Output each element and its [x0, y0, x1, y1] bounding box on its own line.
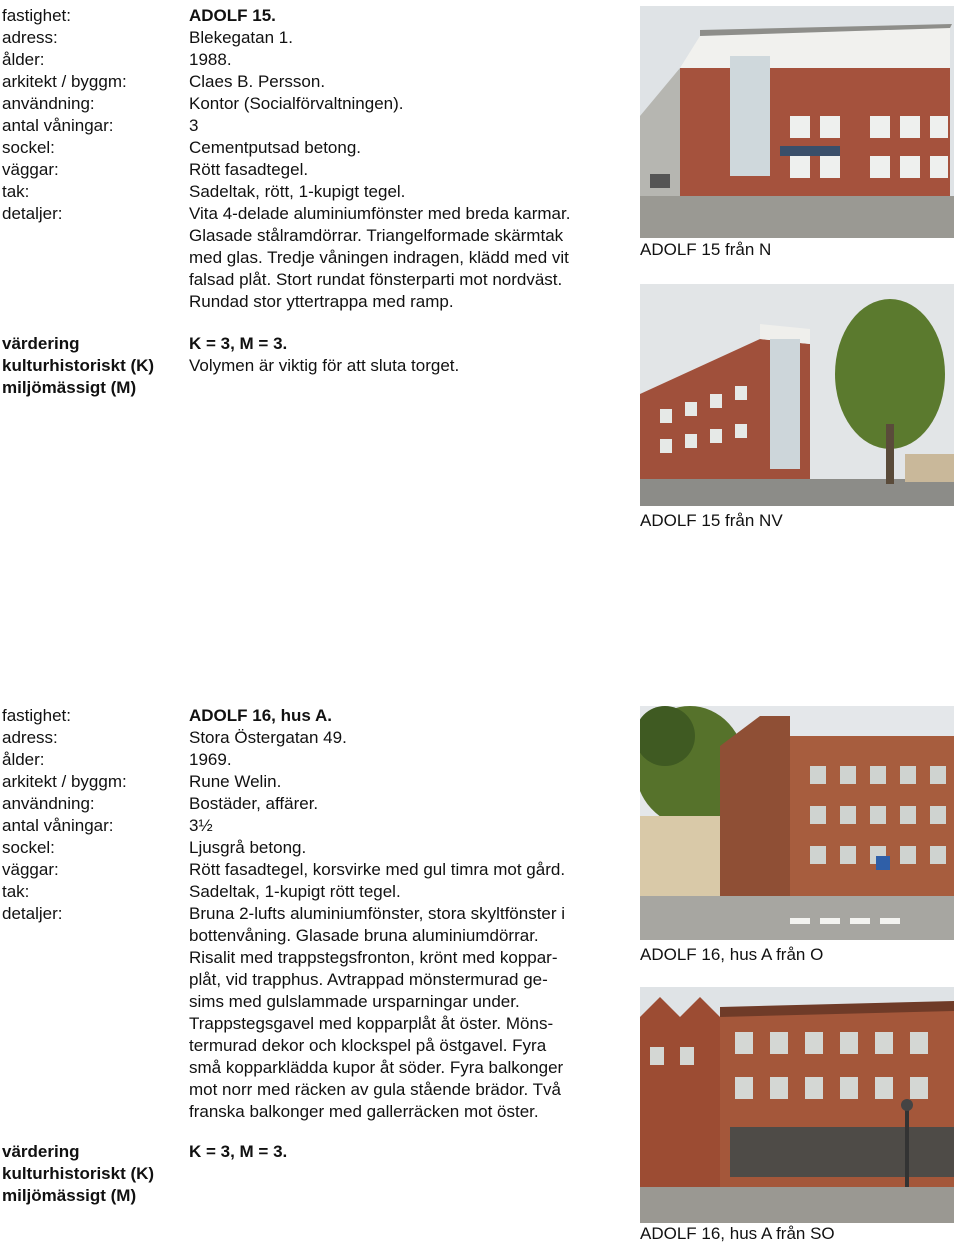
field-label-antal-vaningar: antal våningar:	[2, 816, 114, 835]
valuation-k-label: kulturhistoriskt (K)	[2, 356, 155, 375]
building-photo	[640, 6, 954, 238]
valuation-m-label: miljömässigt (M)	[2, 1186, 137, 1205]
field-value-vaggar: Rött fasadtegel.	[189, 160, 309, 179]
field-label-vaggar: väggar:	[2, 860, 59, 879]
field-value-antal-vaningar: 3	[189, 116, 199, 135]
field-label-fastighet: fastighet:	[2, 706, 71, 725]
details-line: Trappstegsgavel med kopparplåt åt öster. Möns-	[189, 1014, 554, 1033]
field-value-tak: Sadeltak, 1-kupigt rött tegel.	[189, 882, 401, 901]
field-value-sockel: Ljusgrå betong.	[189, 838, 307, 857]
field-label-adress: adress:	[2, 728, 58, 747]
field-label-sockel: sockel:	[2, 838, 55, 857]
photo-caption: ADOLF 16, hus A från SO	[640, 1224, 835, 1243]
field-label-tak: tak:	[2, 182, 30, 201]
field-label-vaggar: väggar:	[2, 160, 59, 179]
details-line: mot norr med räcken av gula stående brädor. Två	[189, 1080, 561, 1099]
field-value-vaggar: Rött fasadtegel, korsvirke med gul timra mot gård.	[189, 860, 566, 879]
details-line: termurad dekor och klockspel på östgavel. Fyra	[189, 1036, 547, 1055]
field-label-detaljer: detaljer:	[2, 904, 63, 923]
field-value-arkitekt: Claes B. Persson.	[189, 72, 326, 91]
details-line: franska balkonger med gallerräcken mot öster.	[189, 1102, 539, 1121]
valuation-score: K = 3, M = 3.	[189, 334, 288, 353]
details-line: Risalit med trappstegsfronton, krönt med koppar-	[189, 948, 558, 967]
building-photo	[640, 987, 954, 1223]
field-label-arkitekt: arkitekt / byggm:	[2, 772, 127, 791]
photo-caption: ADOLF 15 från NV	[640, 511, 783, 530]
photo-caption: ADOLF 15 från N	[640, 240, 772, 259]
field-label-anvandning: användning:	[2, 94, 95, 113]
building-photo-image	[640, 6, 954, 238]
field-value-arkitekt: Rune Welin.	[189, 772, 282, 791]
building-photo-image	[640, 706, 954, 940]
valuation-label: värdering	[2, 334, 80, 353]
field-label-anvandning: användning:	[2, 794, 95, 813]
field-label-fastighet: fastighet:	[2, 6, 71, 25]
details-line: Glasade stålramdörrar. Triangelformade skärmtak	[189, 226, 564, 245]
field-label-detaljer: detaljer:	[2, 204, 63, 223]
details-line: falsad plåt. Stort rundat fönsterparti mot nordväst.	[189, 270, 563, 289]
field-label-alder: ålder:	[2, 750, 45, 769]
field-value-alder: 1969.	[189, 750, 232, 769]
field-value-sockel: Cementputsad betong.	[189, 138, 362, 157]
details-text	[189, 203, 619, 313]
field-label-sockel: sockel:	[2, 138, 55, 157]
field-label-tak: tak:	[2, 882, 30, 901]
details-line: Rundad stor yttertrappa med ramp.	[189, 292, 454, 311]
photo-caption: ADOLF 16, hus A från O	[640, 945, 824, 964]
field-value-adress: Blekegatan 1.	[189, 28, 293, 47]
details-text	[189, 903, 619, 1123]
field-value-fastighet: ADOLF 15.	[189, 6, 276, 25]
building-photo	[640, 284, 954, 506]
valuation-score: K = 3, M = 3.	[189, 1142, 288, 1161]
building-photo-image	[640, 284, 954, 506]
field-label-alder: ålder:	[2, 50, 45, 69]
details-line: med glas. Tredje våningen indragen, klädd med vit	[189, 248, 569, 267]
field-value-antal-vaningar: 3½	[189, 816, 213, 835]
valuation-label: värdering	[2, 1142, 80, 1161]
field-value-tak: Sadeltak, rött, 1-kupigt tegel.	[189, 182, 406, 201]
details-line: Vita 4-delade aluminiumfönster med breda karmar.	[189, 204, 571, 223]
field-label-arkitekt: arkitekt / byggm:	[2, 72, 127, 91]
valuation-m-label: miljömässigt (M)	[2, 378, 137, 397]
valuation-comment: Volymen är viktig för att sluta torget.	[189, 356, 460, 375]
details-line: små kopparklädda kupor åt söder. Fyra balkonger	[189, 1058, 564, 1077]
field-value-adress: Stora Östergatan 49.	[189, 728, 347, 747]
field-label-antal-vaningar: antal våningar:	[2, 116, 114, 135]
details-line: plåt, vid trapphus. Avtrappad mönstermurad ge-	[189, 970, 548, 989]
valuation-k-label: kulturhistoriskt (K)	[2, 1164, 155, 1183]
building-photo-image	[640, 987, 954, 1223]
field-value-anvandning: Kontor (Socialförvaltningen).	[189, 94, 404, 113]
field-value-fastighet: ADOLF 16, hus A.	[189, 706, 332, 725]
details-line: Bruna 2-lufts aluminiumfönster, stora skyltfönster i	[189, 904, 566, 923]
field-value-alder: 1988.	[189, 50, 232, 69]
building-photo	[640, 706, 954, 940]
details-line: bottenvåning. Glasade bruna aluminiumdörrar.	[189, 926, 539, 945]
details-line: sims med gulslammade ursparningar under.	[189, 992, 520, 1011]
field-label-adress: adress:	[2, 28, 58, 47]
field-value-anvandning: Bostäder, affärer.	[189, 794, 319, 813]
